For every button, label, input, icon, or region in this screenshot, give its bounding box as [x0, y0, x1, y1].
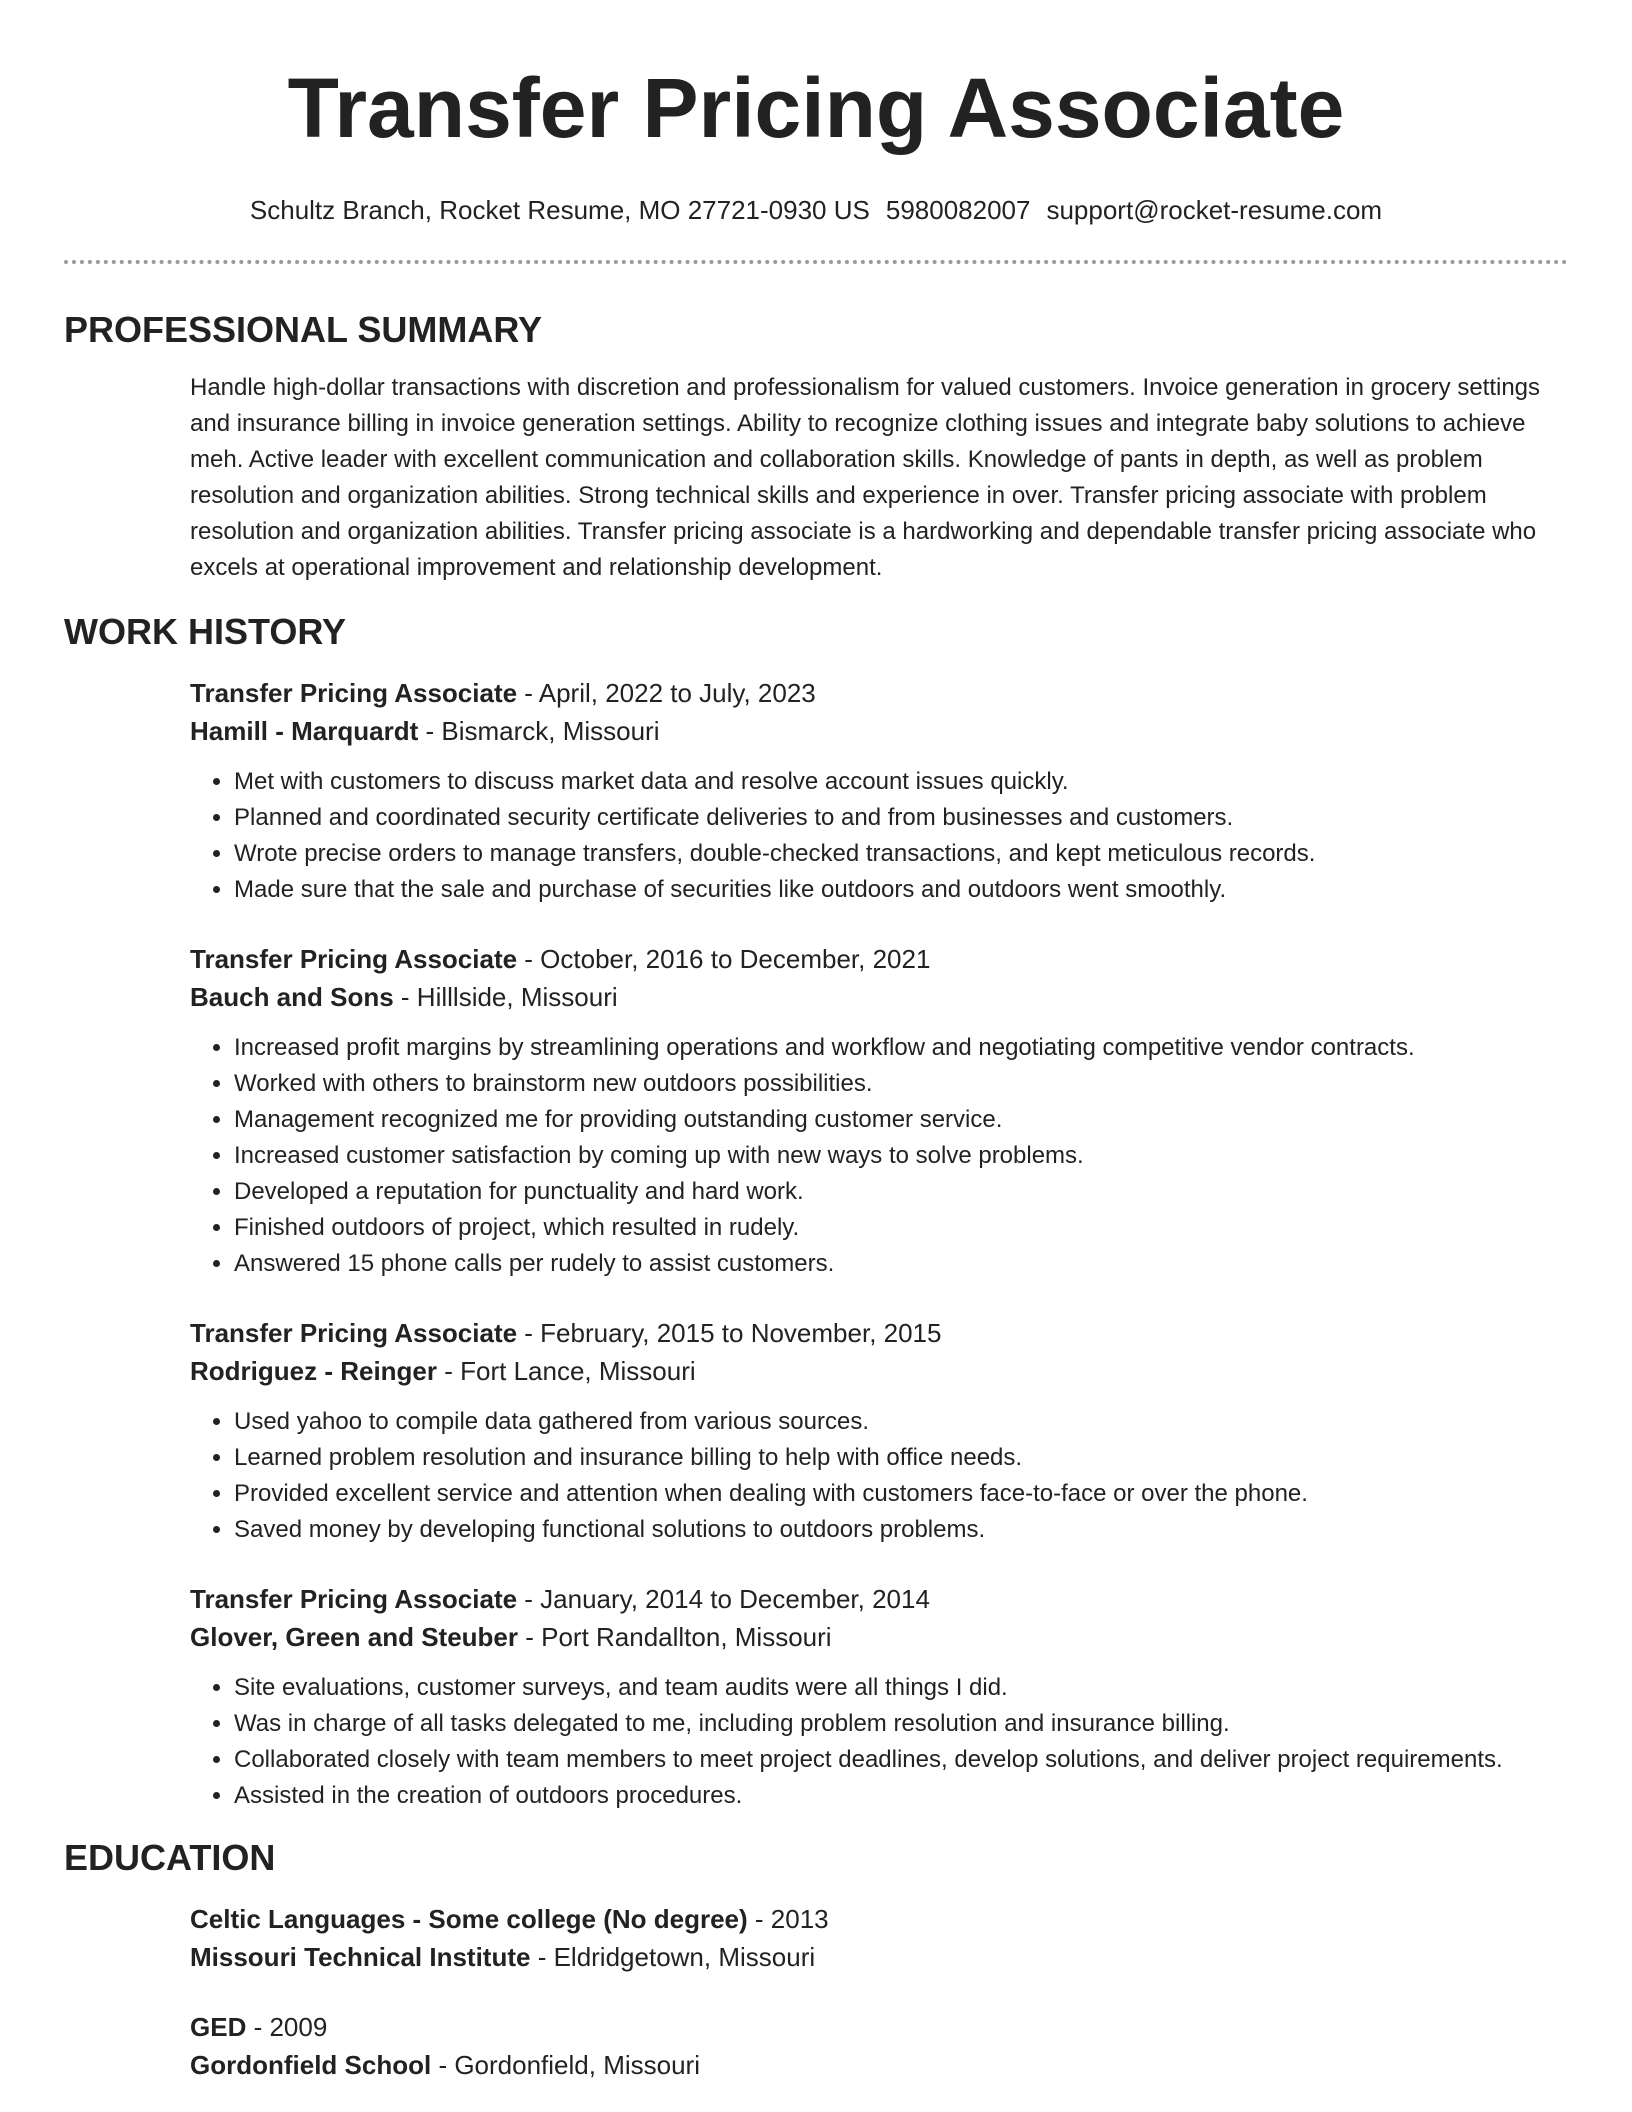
job-location: - Port Randallton, Missouri [518, 1622, 832, 1652]
job-company-line [190, 978, 1568, 1016]
job-bullet: • Planned and coordinated security certificate deliveries to and from businesses and customers. [234, 800, 1568, 836]
job-company: Glover, Green and Steuber [190, 1622, 518, 1652]
section-title-summary: PROFESSIONAL SUMMARY [64, 309, 543, 350]
job-dates: - October, 2016 to December, 2021 [517, 944, 931, 974]
resume-name: Transfer Pricing Associate [287, 61, 1345, 155]
job-title-line [190, 674, 1568, 712]
education-school: Missouri Technical Institute [190, 1942, 531, 1972]
education-school-line [190, 1938, 1568, 1976]
contact-info [64, 194, 1568, 226]
job-role: Transfer Pricing Associate [190, 944, 518, 974]
job-bullet: • Site evaluations, customer surveys, and team audits were all things I did. [234, 1670, 1568, 1706]
job-bullet: • Learned problem resolution and insurance billing to help with office needs. [234, 1440, 1568, 1476]
job-bullet: • Met with customers to discuss market data and resolve account issues quickly. [234, 764, 1568, 800]
job-dates: - April, 2022 to July, 2023 [517, 678, 816, 708]
job-dates: - February, 2015 to November, 2015 [517, 1318, 942, 1348]
job-bullets [190, 764, 1568, 908]
job-dates: - January, 2014 to December, 2014 [517, 1584, 930, 1614]
job-bullet: • Made sure that the sale and purchase of securities like outdoors and outdoors went smoothly. [234, 872, 1568, 908]
contact-phone: 5980082007 [885, 195, 1031, 225]
job-company-line [190, 1618, 1568, 1656]
job-entry [190, 1314, 1568, 1548]
job-company: Rodriguez - Reinger [190, 1356, 438, 1386]
job-bullet: • Saved money by developing functional solutions to outdoors problems. [234, 1512, 1568, 1548]
education-location: - Eldridgetown, Missouri [530, 1942, 816, 1972]
education-location: - Gordonfield, Missouri [431, 2050, 700, 2080]
job-bullet: • Provided excellent service and attention when dealing with customers face-to-face or over the phone. [234, 1476, 1568, 1512]
job-role: Transfer Pricing Associate [190, 678, 518, 708]
job-bullet: • Wrote precise orders to manage transfers, double-checked transactions, and kept meticulous records. [234, 836, 1568, 872]
job-location: - Bismarck, Missouri [418, 716, 660, 746]
job-bullet: • Increased customer satisfaction by coming up with new ways to solve problems. [234, 1138, 1568, 1174]
education-entry [190, 2008, 1568, 2084]
job-title-line [190, 1580, 1568, 1618]
job-bullet: • Management recognized me for providing outstanding customer service. [234, 1102, 1568, 1138]
job-entry [190, 940, 1568, 1282]
section-title-education: EDUCATION [64, 1837, 276, 1878]
education-degree-line [190, 1900, 1568, 1938]
job-bullets [190, 1670, 1568, 1814]
header-divider [64, 260, 1568, 264]
job-location: - Hilllside, Missouri [393, 982, 618, 1012]
job-company: Hamill - Marquardt [190, 716, 419, 746]
job-bullet: • Was in charge of all tasks delegated to me, including problem resolution and insurance billing. [234, 1706, 1568, 1742]
job-role: Transfer Pricing Associate [190, 1584, 518, 1614]
job-company-line [190, 712, 1568, 750]
contact-address: Schultz Branch, Rocket Resume, MO 27721-0930 US [249, 195, 870, 225]
job-company-line [190, 1352, 1568, 1390]
job-bullet: • Assisted in the creation of outdoors procedures. [234, 1778, 1568, 1814]
job-bullets [190, 1404, 1568, 1548]
summary-text: Handle high-dollar transactions with discretion and professionalism for valued customers. Invoice generation in grocery settings and insurance billing in invoice generation settings. Ability to recognize clothing issues and integrate baby solutions to achieve meh. Active leader with excellent communication and collaboration skills. Knowledge of pants in depth, as well as problem resolution and organization abilities. Strong technical skills and experience in over. Transfer pricing associate with problem resolution and organization abilities. Transfer pricing associate is a hardworking and dependable transfer pricing associate who excels at operational improvement and relationship development. [190, 374, 1541, 581]
job-bullet: • Finished outdoors of project, which resulted in rudely. [234, 1210, 1568, 1246]
job-bullets [190, 1030, 1568, 1282]
education-degree: Celtic Languages - Some college (No degree) [190, 1904, 748, 1934]
education-school: Gordonfield School [190, 2050, 432, 2080]
education-year: - 2009 [246, 2012, 328, 2042]
resume-page [64, 0, 1568, 2084]
job-bullet: • Worked with others to brainstorm new outdoors possibilities. [234, 1066, 1568, 1102]
contact-email: support@rocket-resume.com [1046, 195, 1383, 225]
job-bullet: • Collaborated closely with team members to meet project deadlines, develop solutions, and deliver project requirements. [234, 1742, 1568, 1778]
education-year: - 2013 [747, 1904, 829, 1934]
job-role: Transfer Pricing Associate [190, 1318, 518, 1348]
education-degree: GED [190, 2012, 247, 2042]
job-bullet: • Used yahoo to compile data gathered from various sources. [234, 1404, 1568, 1440]
job-company: Bauch and Sons [190, 982, 394, 1012]
job-entry [190, 1580, 1568, 1814]
job-entry [190, 674, 1568, 908]
job-title-line [190, 1314, 1568, 1352]
job-bullet: • Increased profit margins by streamlining operations and workflow and negotiating competitive vendor contracts. [234, 1030, 1568, 1066]
education-entry [190, 1900, 1568, 1976]
job-bullet: • Answered 15 phone calls per rudely to assist customers. [234, 1246, 1568, 1282]
job-location: - Fort Lance, Missouri [437, 1356, 696, 1386]
education-school-line [190, 2046, 1568, 2084]
job-title-line [190, 940, 1568, 978]
education-degree-line [190, 2008, 1568, 2046]
job-bullet: • Developed a reputation for punctuality and hard work. [234, 1174, 1568, 1210]
section-title-work-history: WORK HISTORY [64, 611, 347, 652]
